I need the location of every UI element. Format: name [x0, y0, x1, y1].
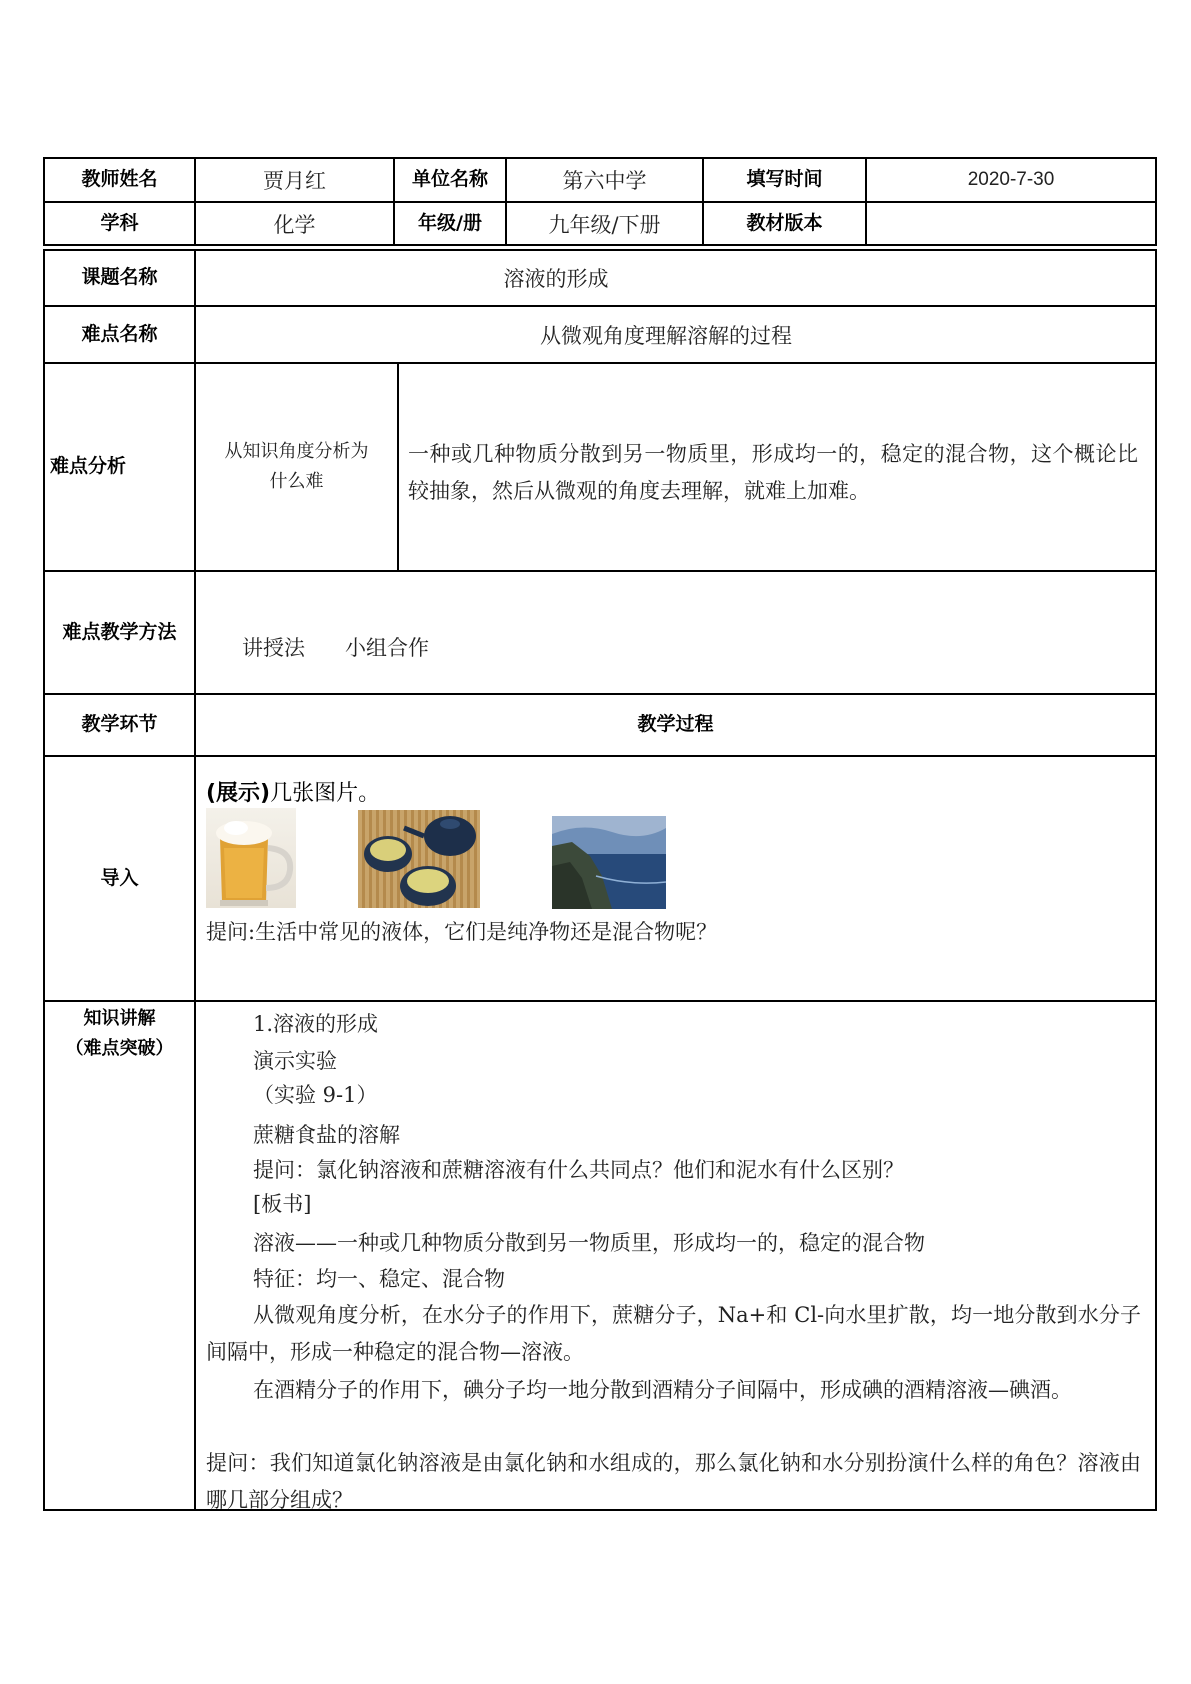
- analysis-sub-label-line-2: 什么难: [269, 471, 324, 492]
- analysis-text: 一种或几种物质分散到另一物质里，形成均一的，稳定的混合物，这个概论比较抽象，然后从微观的角度去理解，就难上加难。: [408, 442, 1138, 503]
- analysis-sub-label-line-1: 从知识角度分析为: [224, 441, 369, 462]
- grade-value: 九年级/下册: [548, 213, 661, 237]
- knowledge-line: 蔗糖食盐的溶解: [253, 1123, 400, 1147]
- grade-label: 年级/册: [418, 212, 482, 235]
- knowledge-line: 演示实验: [253, 1049, 337, 1073]
- fill-date-value: 2020-7-30: [967, 169, 1055, 190]
- subject-value: 化学: [273, 213, 316, 237]
- topic-label: 课题名称: [81, 266, 158, 289]
- unit-name-label: 单位名称: [411, 168, 488, 191]
- intro-show-text: 几张图片。: [270, 781, 381, 806]
- teacher-name-value: 贾月红: [263, 169, 326, 193]
- difficulty-label: 难点名称: [81, 322, 158, 345]
- intro-show-line: [206, 775, 380, 812]
- beer-mug-photo: [206, 808, 296, 908]
- intro-question: 提问:生活中常见的液体，它们是纯净物还是混合物呢？: [206, 920, 718, 944]
- intro-show-prefix: (展示): [206, 781, 271, 806]
- knowledge-label-line-2: （难点突破）: [65, 1038, 174, 1059]
- tea-cups-photo: [358, 810, 480, 908]
- knowledge-line: [板书]: [253, 1192, 312, 1216]
- unit-name-value: 第六中学: [562, 169, 647, 193]
- knowledge-line: 提问：氯化钠溶液和蔗糖溶液有什么共同点？他们和泥水有什么区别？: [253, 1158, 904, 1182]
- edition-value: [867, 203, 1155, 245]
- knowledge-line: 1.溶液的形成: [253, 1012, 379, 1036]
- method-label: 难点教学方法: [62, 620, 177, 643]
- knowledge-label-line-1: 知识讲解: [83, 1008, 156, 1029]
- topic-value: 溶液的形成: [503, 267, 609, 291]
- knowledge-line: 特征：均一、稳定、混合物: [253, 1267, 505, 1291]
- subject-label: 学科: [100, 212, 139, 235]
- knowledge-line: 溶液——一种或几种物质分散到另一物质里，形成均一的，稳定的混合物: [253, 1231, 925, 1255]
- method-value: 讲授法 小组合作: [242, 636, 430, 660]
- fill-date-label: 填写时间: [746, 168, 823, 191]
- knowledge-paragraph: 在酒精分子的作用下，碘分子均一地分散到酒精分子间隔中，形成碘的酒精溶液—碘酒。: [253, 1378, 1072, 1402]
- knowledge-paragraph: 从微观角度分析，在水分子的作用下，蔗糖分子，Na+和 Cl-向水里扩散，均一地分散到水分子间隔中，形成一种稳定的混合物—溶液。: [206, 1303, 1141, 1364]
- intro-label: 导入: [100, 866, 139, 889]
- analysis-label: 难点分析: [50, 455, 127, 478]
- analysis-sub-label: [198, 437, 395, 497]
- edition-label: 教材版本: [746, 212, 823, 235]
- knowledge-paragraph: 提问：我们知道氯化钠溶液是由氯化钠和水组成的，那么氯化钠和水分别扮演什么样的角色？溶液由哪几部分组成？: [206, 1451, 1141, 1512]
- knowledge-line: （实验 9-1）: [253, 1083, 378, 1107]
- process-title: 教学过程: [637, 713, 714, 736]
- knowledge-label: [45, 1004, 194, 1064]
- teacher-name-label: 教师姓名: [81, 168, 158, 191]
- seaside-cliff-photo: [552, 816, 666, 909]
- process-section-label: 教学环节: [81, 713, 158, 736]
- difficulty-value: 从微观角度理解溶解的过程: [540, 323, 792, 348]
